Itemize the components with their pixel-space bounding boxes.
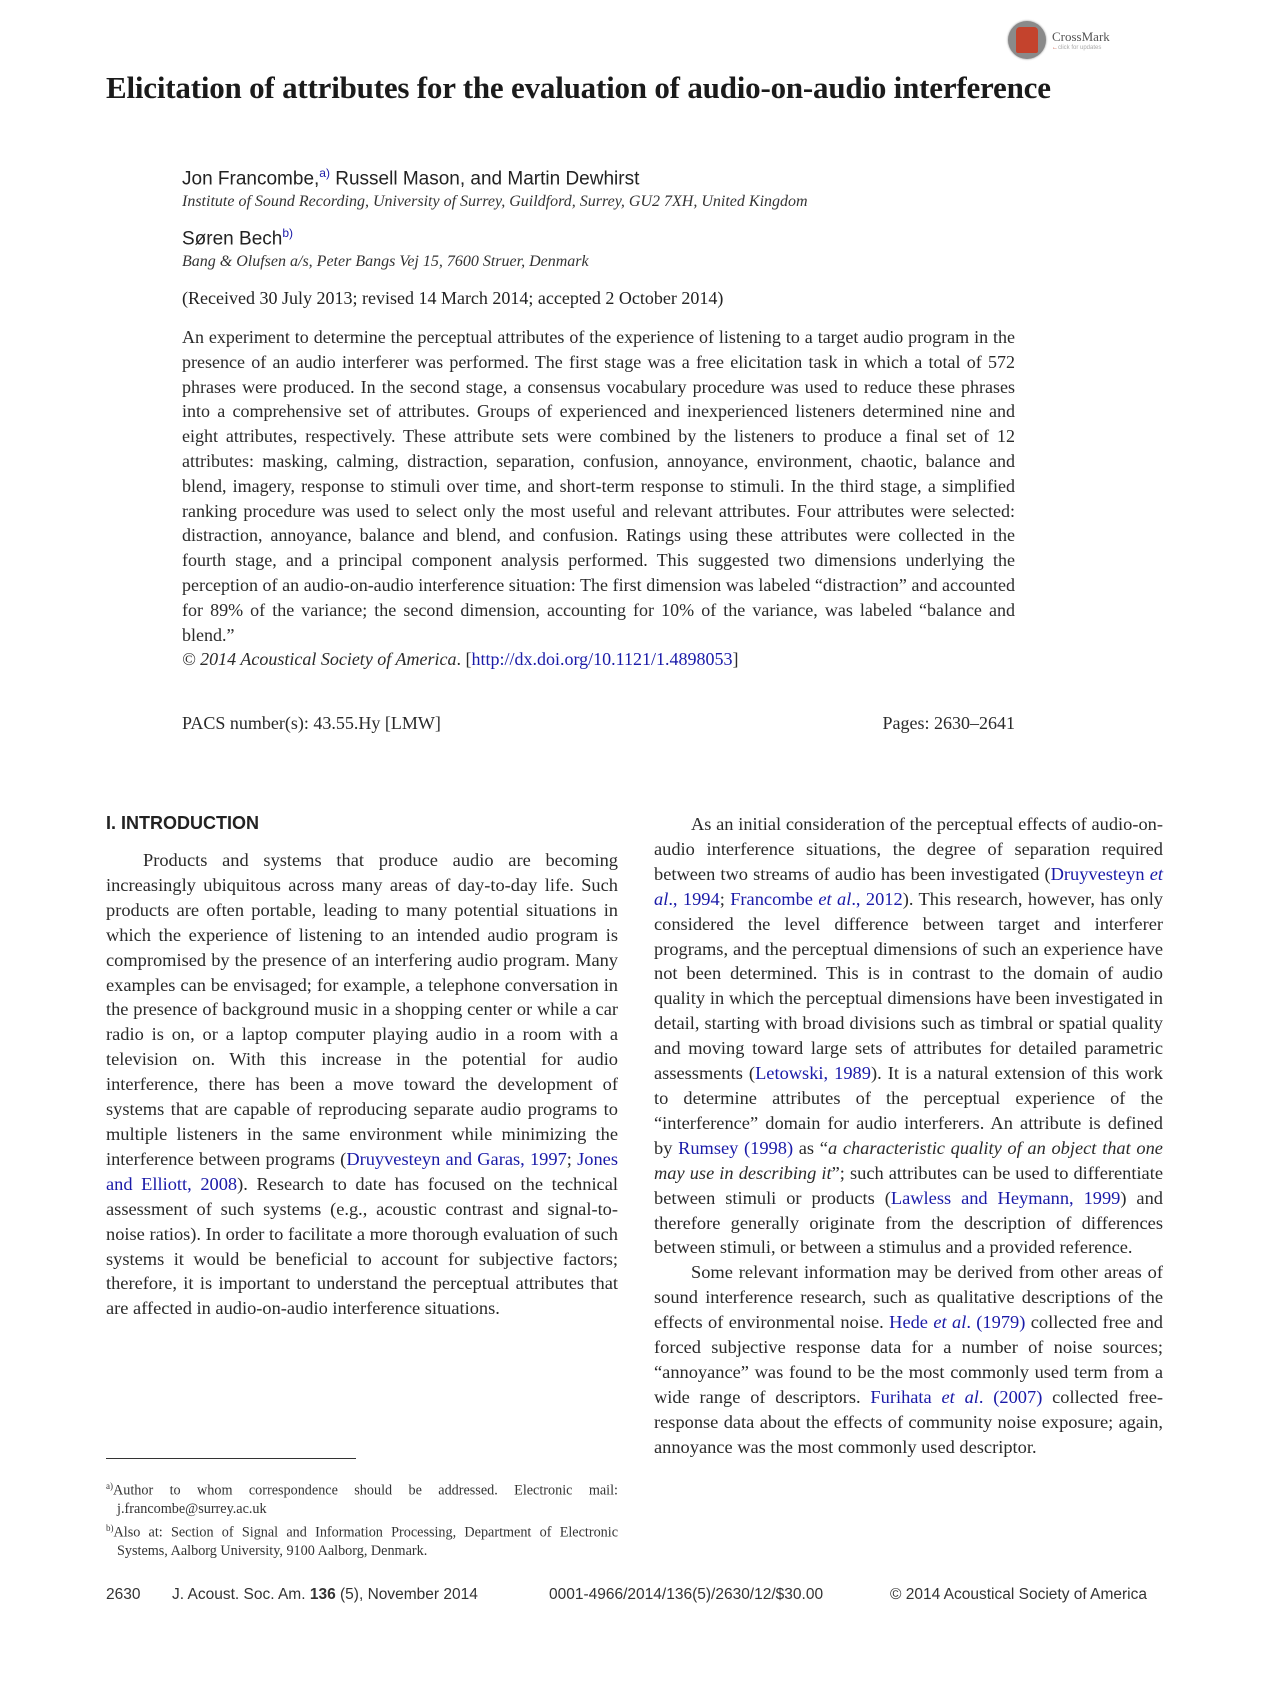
footnote-a: $^{a)}$Author to whom correspondence should be addressed. Electronic mail: j.francombe@surrey.ac.uk <box>106 1481 618 1518</box>
citation-link[interactable]: Lawless and Heymann, 1999 <box>890 1187 1121 1208</box>
citation-link[interactable]: Francombe et al., 2012 <box>730 888 903 909</box>
footnote-divider <box>106 1458 356 1459</box>
citation-link[interactable]: Druyvesteyn and Garas, 1997 <box>346 1148 567 1169</box>
left-column <box>106 848 618 1321</box>
footer-copyright: © 2014 Acoustical Society of America <box>890 1586 1147 1603</box>
footnote-b: $^{b)}$Also at: Section of Signal and Information Processing, Department of Electronic Systems, Aalborg University, 9100 Aalborg, Denmark. <box>106 1522 618 1559</box>
intro-paragraph-1: Products and systems that produce audio are becoming increasingly ubiquitous across many areas of day-to-day life. Such products are often portable, leading to many potential situations in which the experience of listening to an intended audio program is compromised by the presence of an interfering audio program. Many examples can be envisaged; for example, a telephone conversation in the presence of background music in a shopping center or while a car radio is on, or a laptop computer playing audio in a room with a television on. With this increase in the potential for audio interference, there has been a move toward the development of systems that are capable of reproducing separate audio programs to multiple listeners in the same environment while minimizing the interference between programs (Druyvesteyn and Garas, 1997; Jones and Elliott, 2008). Research to date has focused on the technical assessment of such systems (e.g., acoustic contrast and signal-to-noise ratios). In order to facilitate a more thorough evaluation of such systems it would be beneficial to account for subjective factors; therefore, it is important to understand the perceptual attributes that are affected in audio-on-audio interference situations. <box>106 850 618 1319</box>
citation-link[interactable]: Hede et al. (1979) <box>889 1312 1026 1333</box>
paper-title: Elicitation of attributes for the evaluation of audio-on-audio interference <box>106 70 1051 105</box>
author-list-2: Søren Bech$^{b)}$ <box>182 226 293 250</box>
footnote-link-b[interactable]: b) <box>282 226 293 240</box>
footnotes <box>106 1477 618 1560</box>
abstract: An experiment to determine the perceptual attributes of the experience of listening to a target audio program in the presence of an audio interferer was performed. The first stage was a free elicitation task in which a total of 572 phrases were produced. In the second stage, a consensus vocabulary procedure was used to reduce these phrases into a comprehensive set of attributes. Groups of experienced and inexperienced listeners determined nine and eight attributes, respectively. These attribute sets were combined by the listeners to produce a final set of 12 attributes: masking, calming, distraction, separation, confusion, annoyance, environment, chaotic, balance and blend, imagery, response to stimuli over time, and short-term response to stimuli. In the third stage, a simplified ranking procedure was used to select only the most useful and relevant attributes. Four attributes were selected: distraction, annoyance, balance and blend, and confusion. Ratings using these attributes were collected in the fourth stage, and a principal component analysis performed. This suggested two dimensions underlying the perception of an audio-on-audio interference situation: The first dimension was labeled “distraction” and accounted for 89% of the variance; the second dimension, accounting for 10% of the variance, was labeled “balance and blend.” © 2014 Acoustical Society of America. [http://dx.doi.org/10.1121/1.4898053] <box>182 327 1015 670</box>
abstract-text: An experiment to determine the perceptual attributes of the experience of listening to a target audio program in the presence of an audio interferer was performed. The first stage was a free elicitation task in which a total of 572 phrases were produced. In the second stage, a consensus vocabulary procedure was used to reduce these phrases into a comprehensive set of attributes. Groups of experienced and inexperienced listeners determined nine and eight attributes, respectively. These attribute sets were combined by the listeners to produce a final set of 12 attributes: masking, calming, distraction, separation, confusion, annoyance, environment, chaotic, balance and blend, imagery, response to stimuli over time, and short-term response to stimuli. In the third stage, a simplified ranking procedure was used to select only the most useful and relevant attributes. Four attributes were selected: distraction, annoyance, balance and blend, and confusion. Ratings using these attributes were collected in the fourth stage, and a principal component analysis performed. This suggested two dimensions underlying the perception of an audio-on-audio interference situation: The first dimension was labeled “distraction” and accounted for 89% of the variance; the second dimension, accounting for 10% of the variance, was labeled “balance and blend.” <box>182 327 1015 645</box>
section-heading-introduction: I. INTRODUCTION <box>106 813 259 833</box>
intro-paragraph-3: Some relevant information may be derived from other areas of sound interference research, such as qualitative descriptions of the effects of environmental noise. Hede et al. (1979) collected free and forced subjective response data for a number of noise sources; “annoyance” was found to be the most commonly used term from a wide range of descriptors. Furihata et al. (2007) collected free-response data about the effects of community noise exposure; again, annoyance was the most commonly used descriptor. <box>654 1262 1163 1457</box>
pacs-numbers: PACS number(s): 43.55.Hy [LMW] <box>182 713 441 733</box>
crossmark-subtitle: ←click for updates <box>1052 44 1102 51</box>
crossmark-badge[interactable] <box>1008 18 1138 62</box>
citation-link[interactable]: Jones and Elliott, 2008 <box>106 1148 618 1194</box>
author-list-1: Jon Francombe,$^{a)}$ Russell Mason, and Martin Dewhirst <box>182 166 640 190</box>
arrow-left-icon: ← <box>1052 44 1058 51</box>
footnote-link-a[interactable]: a) <box>319 166 330 180</box>
attribute-definition-quote: a characteristic quality of an object that one may use in describing it <box>654 1137 1163 1183</box>
footer-code: 0001-4966/2014/136(5)/2630/12/$30.00 <box>549 1586 824 1603</box>
citation-link[interactable]: Furihata et al. (2007) <box>870 1386 1043 1407</box>
affiliation-1: Institute of Sound Recording, University of Surrey, Guildford, Surrey, GU2 7XH, United Kingdom <box>182 193 808 210</box>
received-dates: (Received 30 July 2013; revised 14 March 2014; accepted 2 October 2014) <box>182 288 724 308</box>
footer-page-number: 2630 <box>106 1586 141 1603</box>
page-range: Pages: 2630–2641 <box>882 713 1015 733</box>
citation-link[interactable]: Druyvesteyn et al., 1994 <box>654 863 1163 909</box>
crossmark-badge-icon <box>1008 21 1046 59</box>
affiliation-2: Bang & Olufsen a/s, Peter Bangs Vej 15, 7600 Struer, Denmark <box>182 253 589 270</box>
citation-link[interactable]: Rumsey (1998) <box>678 1137 794 1158</box>
crossmark-title: CrossMark <box>1052 28 1110 44</box>
intro-paragraph-2: As an initial consideration of the perceptual effects of audio-on-audio interference situations, the degree of separation required between two streams of audio has been investigated (Druyvesteyn et al., 1994; Francombe et al., 2012). This research, however, has only considered the level difference between target and interferer programs, and the perceptual dimensions of such an experience have not been determined. This is in contrast to the domain of audio quality in which the perceptual dimensions have been investigated in detail, starting with broad divisions such as timbral or spatial quality and moving toward large sets of attributes for detailed parametric assessments (Letowski, 1989). It is a natural extension of this work to determine attributes of the perceptual experience of the “interference” domain for audio interferers. An attribute is defined by Rumsey (1998) as “a characteristic quality of an object that one may use in describing it”; such attributes can be used to differentiate between stimuli or products (Lawless and Heymann, 1999) and therefore generally originate from the description of differences between stimuli, or between a stimulus and a provided reference. <box>654 814 1163 1258</box>
right-column <box>654 812 1163 1460</box>
abstract-copyright: © 2014 Acoustical Society of America <box>182 649 457 670</box>
doi-link[interactable]: http://dx.doi.org/10.1121/1.4898053 <box>471 649 733 670</box>
citation-link[interactable]: Letowski, 1989 <box>755 1063 871 1084</box>
footer-journal: J. Acoust. Soc. Am. 136 (5), November 2014 <box>172 1586 478 1603</box>
